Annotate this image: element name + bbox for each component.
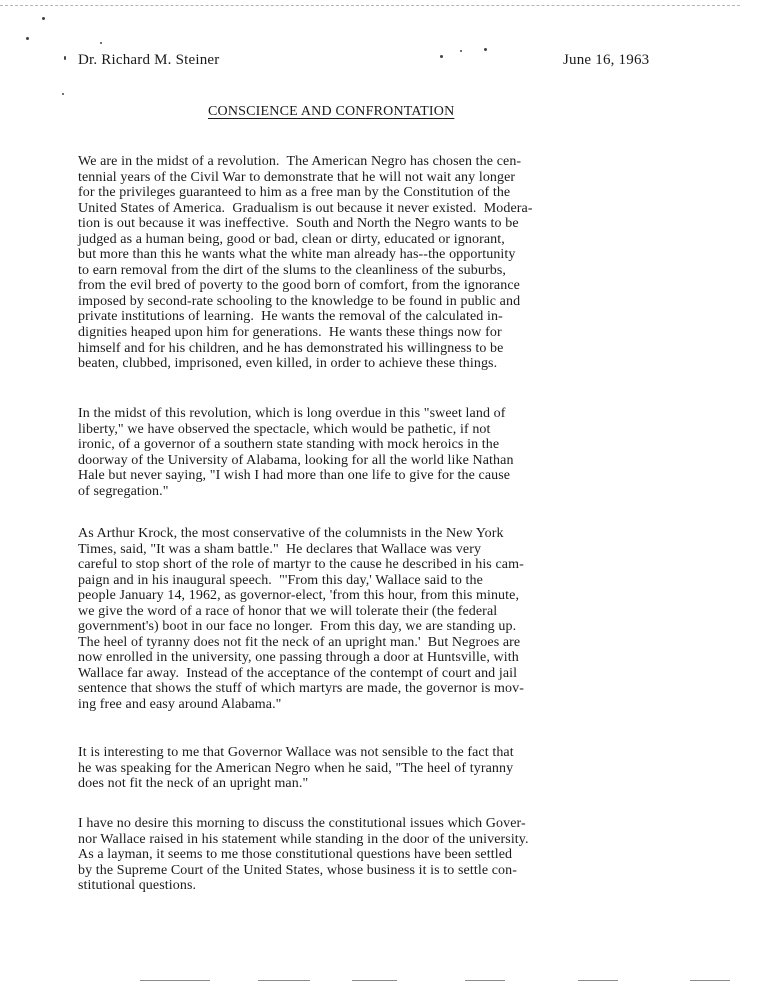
body-paragraph: I have no desire this morning to discuss the constitutional issues which Gover- nor Wallace raised in his statement while standing in the door of the university. As a layman, it seems to me those constitutional questions have been settled by the Supreme Court of the United States, whose business it is to settle con- stitutional questions.	[78, 816, 529, 894]
body-paragraph: In the midst of this revolution, which is long overdue in this "sweet land of liberty," we have observed the spectacle, which would be pathetic, if not ironic, of a governor of a southern state standing with mock heroics in the doorway of the University of Alabama, looking for all the world like Nathan Hale but never saying, "I wish I had more than one life to give for the cause of segregation."	[78, 406, 514, 499]
page-speck	[26, 37, 29, 40]
bottom-rule	[465, 980, 505, 981]
page-speck	[64, 56, 66, 60]
body-paragraph: It is interesting to me that Governor Wallace was not sensible to the fact that he was speaking for the American Negro when he said, "The heel of tyranny does not fit the neck of an upright man."	[78, 745, 514, 792]
document-title: CONSCIENCE AND CONFRONTATION	[208, 104, 455, 119]
bottom-rule	[258, 980, 310, 981]
page-speck	[440, 55, 443, 58]
bottom-rule	[140, 980, 210, 981]
body-paragraph: As Arthur Krock, the most conservative of the columnists in the New York Times, said, "It was a sham battle." He declares that Wallace was very careful to stop short of the role of martyr to the cause he described in his cam- paign and in his inaugural speech. "'From this day,' Wallace said to the people January 14, 1962, as governor-elect, 'from this hour, from this minute, we give the word of a race of honor that we will tolerate their (the federal government's) boot in our face no longer. From this day, we are standing up. The heel of tyranny does not fit the neck of an upright man.' But Negroes are now enrolled in the university, one passing through a door at Huntsville, with Wallace far away. Instead of the acceptance of the contempt of court and jail sentence that shows the stuff of which martyrs are made, the governor is mov- ing free and easy around Alabama."	[78, 526, 524, 713]
bottom-rule	[578, 980, 618, 981]
bottom-rule	[690, 980, 730, 981]
top-dashed-rule	[0, 5, 740, 6]
page-speck	[484, 48, 487, 51]
header-date: June 16, 1963	[563, 52, 650, 68]
bottom-rule	[352, 980, 397, 981]
page-speck	[460, 50, 462, 52]
page-speck	[100, 42, 102, 44]
body-paragraph: We are in the midst of a revolution. The American Negro has chosen the cen- tennial years of the Civil War to demonstrate that he will not wait any longer for the privileges guaranteed to him as a free man by the Constitution of the United States of America. Gradualism is out because it never existed. Modera- tion is out because it was ineffective. South and North the Negro wants to be judged as a human being, good or bad, clean or dirty, educated or ignorant, but more than this he wants what the white man already has--the opportunity to earn removal from the dirt of the slums to the cleanliness of the suburbs, from the evil bred of poverty to the good born of comfort, from the ignorance imposed by second-rate schooling to the knowledge to be found in public and private institutions of learning. He wants the removal of the calculated in- dignities heaped upon him for generations. He wants these things now for himself and for his children, and he has demonstrated his willingness to be beaten, clubbed, imprisoned, even killed, in order to achieve these things.	[78, 154, 533, 372]
page-speck	[62, 93, 64, 95]
page-speck	[42, 17, 45, 20]
header-author: Dr. Richard M. Steiner	[78, 52, 220, 68]
